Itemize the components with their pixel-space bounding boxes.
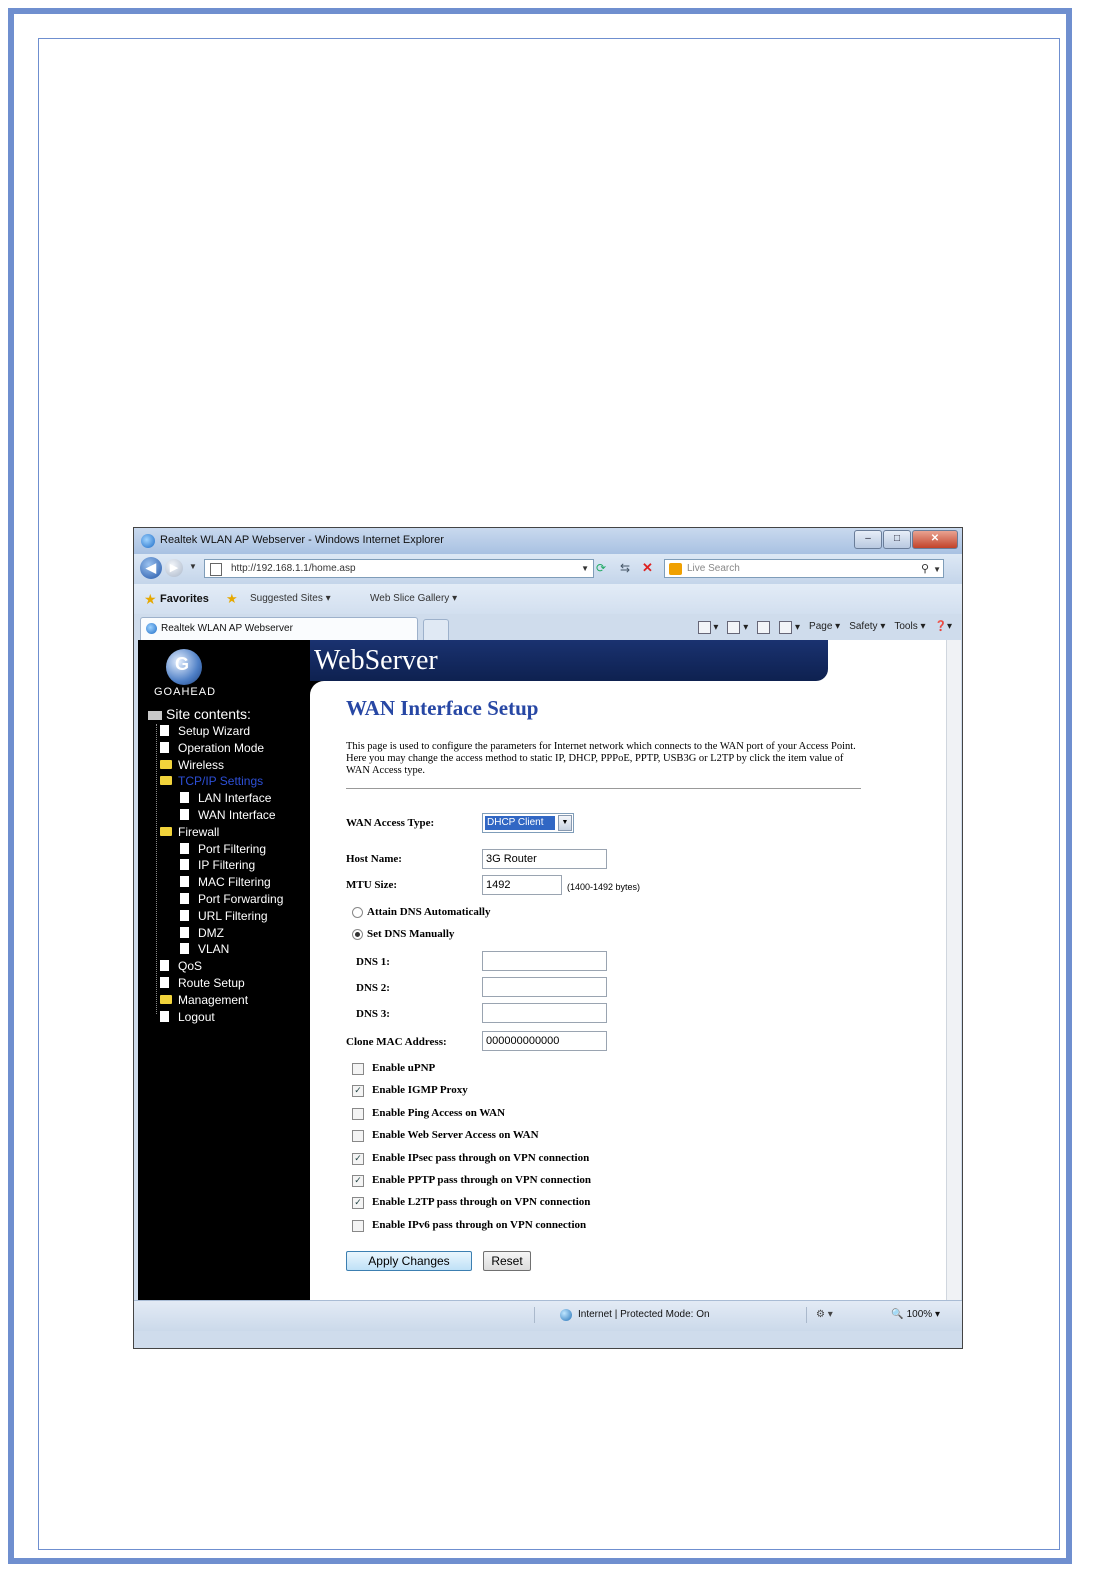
sidebar-item-label: Firewall [178,824,220,839]
set-dns-label: Set DNS Manually [367,928,455,940]
refresh-icon[interactable]: ⟳ [596,561,607,575]
zoom-level[interactable]: 🔍 100% ▾ [891,1309,940,1320]
document-icon [180,809,189,820]
add-favorites-icon[interactable]: ★ [226,591,238,606]
sidebar-item-label: VLAN [198,942,230,957]
reset-button[interactable]: Reset [483,1251,531,1271]
document-icon [180,927,189,938]
navigation-bar [134,554,962,584]
sidebar-item-label: IP Filtering [198,858,256,873]
logo-text: GOAHEAD [154,686,217,698]
document-icon [180,876,189,887]
safety-menu[interactable]: Safety ▾ [849,621,886,632]
sidebar-item[interactable] [160,959,202,973]
status-separator [534,1307,535,1323]
dns3-label: DNS 3: [356,1008,390,1020]
option-label: Enable Web Server Access on WAN [372,1129,539,1142]
sidebar-item[interactable] [160,724,250,738]
forward-button[interactable]: ▶ [165,559,183,577]
page-viewport [138,640,946,1300]
sidebar-item[interactable] [180,791,271,805]
folder-icon [160,760,172,769]
zoom-value: 100% [906,1309,933,1320]
option-checkbox[interactable] [352,1108,364,1120]
sidebar-item[interactable] [160,758,224,772]
dns1-input[interactable] [482,951,607,971]
tree-root-icon [148,711,162,720]
host-name-label: Host Name: [346,853,402,865]
window-title: Realtek WLAN AP Webserver - Windows Internet Explorer [160,534,444,546]
sidebar-item[interactable] [180,926,224,940]
banner-title: WebServer [314,645,438,676]
tab-ie-icon [146,623,157,634]
search-dropdown-icon[interactable]: ▼ [933,565,941,574]
logo-glyph: G [175,654,190,674]
banner [310,640,828,681]
sidebar-item[interactable] [160,1010,215,1024]
document-icon [180,893,189,904]
sidebar-item-label: LAN Interface [198,791,272,806]
option-label: Enable uPNP [372,1062,436,1074]
document-icon [160,960,169,971]
search-icon[interactable]: ⚲ [920,563,929,575]
document-icon [160,1011,169,1022]
command-bar [698,621,952,634]
document-icon [160,742,169,753]
option-label: Enable L2TP pass through on VPN connection [372,1196,591,1209]
sidebar-item-label: Wireless [178,757,225,772]
sidebar-item[interactable] [180,858,255,872]
favorites-star-icon[interactable]: ★ [144,591,157,607]
protected-mode-icon[interactable]: ⚙ ▾ [816,1309,833,1320]
clone-mac-input[interactable]: 000000000000 [482,1031,607,1051]
divider [346,788,861,789]
sidebar-item[interactable] [160,976,245,990]
tab-bar [134,614,962,640]
banner-corner-inner [310,681,350,703]
home-icon[interactable]: ▾ [698,621,719,634]
print-icon[interactable]: ▾ [779,621,800,634]
suggested-sites-link[interactable]: Suggested Sites ▾ [250,593,331,604]
host-name-input[interactable]: 3G Router [482,849,607,869]
sidebar-item-label: Port Filtering [198,841,267,856]
option-label: Enable IGMP Proxy [372,1084,468,1097]
mtu-size-label: MTU Size: [346,879,398,891]
sidebar-item-label: Operation Mode [178,740,265,755]
sidebar [138,640,310,1300]
dns1-label: DNS 1: [356,956,390,968]
close-button[interactable]: ✕ [912,530,958,549]
option-label: Enable IPsec pass through on VPN connection [372,1151,590,1164]
option-checkbox[interactable]: ✓ [352,1085,364,1097]
page-title: WAN Interface Setup [346,696,539,720]
window-controls [854,530,958,549]
help-menu[interactable]: ❓▾ [934,621,952,632]
sidebar-item[interactable] [160,825,219,839]
back-button[interactable]: ◀ [140,557,162,579]
sidebar-item-label: URL Filtering [198,908,268,923]
document-icon [160,725,169,736]
sidebar-item-label: Port Forwarding [198,892,284,906]
folder-icon [160,827,172,836]
option-checkbox[interactable] [352,1063,364,1075]
page-description: This page is used to configure the parameters for Internet network which connects to the WAN port of your Access Point. Here you may change the access method to static IP, DHCP, PPPoE, PPTP, USB3G or L2TP by click the item value of WAN Access type. [346,741,856,776]
sidebar-item[interactable] [160,993,248,1007]
tree-connector [156,724,157,1014]
attain-dns-radio[interactable] [352,907,363,918]
sidebar-item-label: Setup Wizard [178,724,251,738]
sidebar-item-label: TCP/IP Settings [178,774,264,789]
wan-access-type-label: WAN Access Type: [346,817,435,829]
set-dns-radio[interactable] [352,929,363,940]
vertical-scrollbar[interactable] [946,640,961,1300]
tools-menu[interactable]: Tools ▾ [894,621,926,632]
document-icon [160,977,169,988]
sidebar-item-label: Route Setup [178,976,245,990]
clone-mac-label: Clone MAC Address: [346,1036,447,1048]
tab-active[interactable] [140,617,418,640]
sidebar-item[interactable] [160,774,263,788]
dns2-label: DNS 2: [356,982,390,994]
search-placeholder: Live Search [687,563,740,574]
document-icon [180,843,189,854]
sidebar-item[interactable] [180,909,268,923]
sidebar-item-label: MAC Filtering [198,875,271,890]
sidebar-item[interactable] [180,842,266,856]
sidebar-item[interactable] [180,942,229,956]
document-icon [180,792,189,803]
sidebar-item-label: QoS [178,959,203,974]
folder-icon [160,776,172,785]
globe-icon [560,1309,572,1321]
feeds-icon[interactable]: ▾ [727,621,748,634]
document-icon [180,910,189,921]
chevron-down-icon[interactable]: ▼ [558,815,572,831]
apply-changes-button[interactable]: Apply Changes [346,1251,472,1271]
sidebar-item-label: Logout [178,1009,215,1024]
mtu-hint: (1400-1492 bytes) [567,882,641,892]
title-bar [134,528,962,554]
option-label: Enable Ping Access on WAN [372,1106,506,1119]
wan-access-type-select[interactable] [482,813,574,833]
sidebar-item[interactable] [180,892,283,906]
sidebar-item-label: WAN Interface [198,808,276,822]
option-checkbox[interactable] [352,1220,364,1232]
address-text: http://192.168.1.1/home.asp [231,563,356,574]
tree-header [148,706,251,722]
document-icon [180,943,189,954]
option-checkbox[interactable]: ✓ [352,1197,364,1209]
tree-header-label: Site contents: [166,706,251,722]
search-input[interactable] [664,559,944,578]
security-zone[interactable]: Internet | Protected Mode: On [578,1309,710,1320]
dns3-input[interactable] [482,1003,607,1023]
status-bar [134,1300,962,1331]
document-icon [180,859,189,870]
mtu-size-input[interactable]: 1492 [482,875,562,895]
address-dropdown-icon[interactable]: ▼ [581,564,589,573]
stop-icon[interactable]: ✕ [642,560,653,575]
attain-dns-label: Attain DNS Automatically [367,906,491,918]
mail-icon[interactable] [757,621,770,634]
option-checkbox[interactable]: ✓ [352,1175,364,1187]
history-dropdown-icon[interactable]: ▼ [189,562,197,571]
ie-icon [141,534,155,548]
sidebar-item[interactable] [160,741,264,755]
live-search-logo-icon [669,563,682,575]
page-icon [210,563,222,576]
favorites-button[interactable]: Favorites [160,593,209,605]
favorites-bar [134,584,962,615]
option-label: Enable IPv6 pass through on VPN connection [372,1218,587,1231]
minimize-button[interactable]: – [854,530,882,549]
sidebar-item[interactable] [180,875,271,889]
web-slice-gallery-link[interactable]: Web Slice Gallery ▾ [370,593,458,604]
sidebar-item-label: DMZ [198,925,224,940]
option-label: Enable PPTP pass through on VPN connection [372,1174,592,1186]
new-tab-button[interactable] [423,619,449,640]
address-bar[interactable] [204,559,594,578]
dns2-input[interactable] [482,977,607,997]
browser-window [133,527,963,1349]
maximize-button[interactable]: □ [883,530,911,549]
compatibility-icon[interactable]: ⇆ [620,561,631,575]
option-checkbox[interactable]: ✓ [352,1153,364,1165]
status-separator [806,1307,807,1323]
sidebar-item[interactable] [180,808,276,822]
option-checkbox[interactable] [352,1130,364,1142]
sidebar-item-label: Management [178,992,249,1007]
folder-icon [160,995,172,1004]
page-menu[interactable]: Page ▾ [809,621,841,632]
wan-access-type-value: DHCP Client [485,816,555,830]
tab-label: Realtek WLAN AP Webserver [161,623,293,634]
